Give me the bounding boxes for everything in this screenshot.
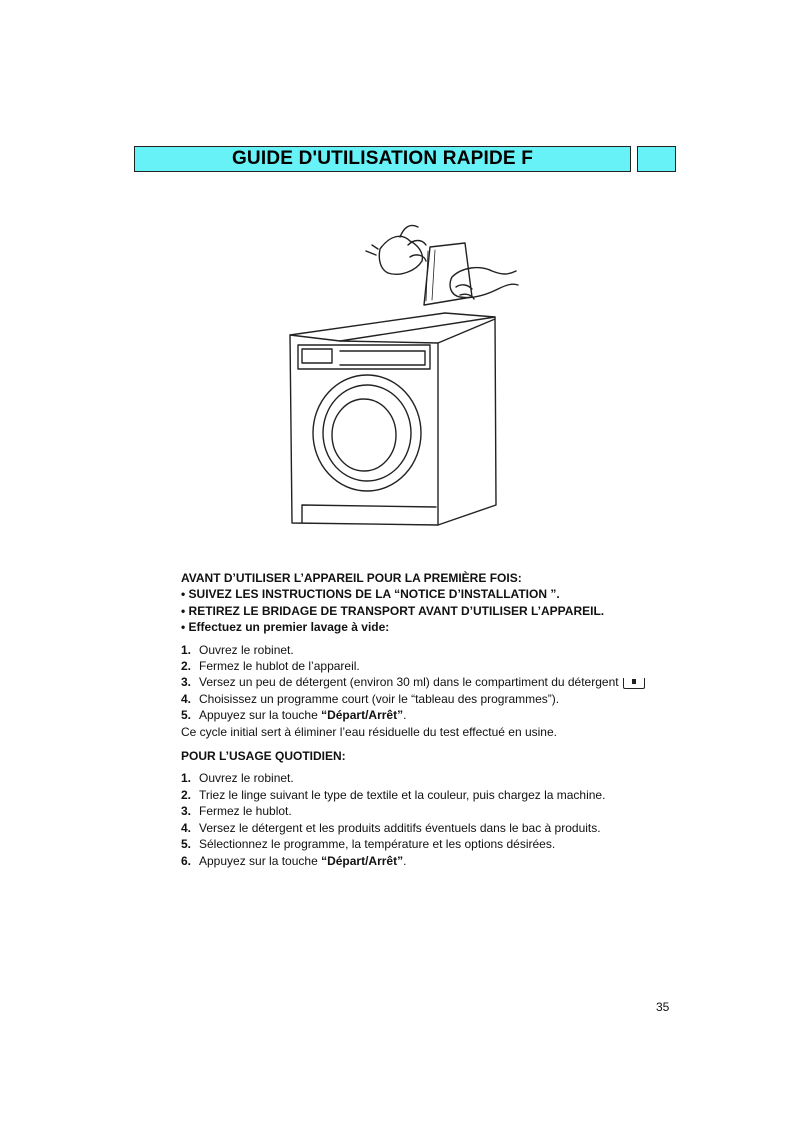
step-item [181, 820, 661, 836]
step-text: Appuyez sur la touche [199, 853, 322, 868]
instruction-bullet: • SUIVEZ LES INSTRUCTIONS DE LA “NOTICE D’INSTALLATION ”. [181, 587, 560, 602]
step-number: 3. [181, 675, 192, 690]
title-tab-box [637, 146, 676, 172]
step-number: 2. [181, 787, 192, 802]
step-item [181, 642, 661, 658]
step-item [181, 707, 661, 723]
step-text: Versez un peu de détergent (environ 30 ml) dans le compartiment du détergent [199, 675, 619, 690]
washing-machine-illustration [240, 205, 550, 560]
step-item [181, 787, 661, 803]
page-number: 35 [656, 1000, 670, 1014]
step-text: Fermez le hublot. [199, 804, 292, 819]
instruction-bullet: • RETIREZ LE BRIDAGE DE TRANSPORT AVANT D’UTILISER L’APPAREIL. [181, 603, 605, 618]
step-item [181, 803, 661, 819]
hands-with-leaflet-icon [366, 225, 518, 305]
step-text: Ouvrez le robinet. [199, 642, 294, 657]
step-item [181, 770, 661, 786]
step-number: 1. [181, 771, 192, 786]
step-item [181, 658, 661, 674]
step-item [181, 853, 661, 869]
step-number: 5. [181, 708, 192, 723]
step-suffix: . [403, 853, 407, 868]
instructions-content [181, 570, 661, 869]
step-item [181, 836, 661, 852]
step-item [181, 674, 661, 690]
step-number: 4. [181, 820, 192, 835]
step-number: 1. [181, 642, 192, 657]
step-number: 2. [181, 659, 192, 674]
instruction-bullet: • Effectuez un premier lavage à vide: [181, 620, 390, 635]
start-stop-key-label: “Départ/Arrêt” [321, 853, 404, 868]
washing-machine-body-icon [290, 313, 496, 525]
section-heading-first-use: AVANT D’UTILISER L’APPAREIL POUR LA PREMIÈRE FOIS: [181, 571, 522, 585]
start-stop-key-label: “Départ/Arrêt” [321, 708, 404, 723]
step-number: 5. [181, 837, 192, 852]
step-text: Fermez le hublot de l’appareil. [199, 659, 360, 674]
step-text: Triez le linge suivant le type de textile et la couleur, puis chargez la machine. [199, 787, 606, 802]
section-heading-daily-use: POUR L’USAGE QUOTIDIEN: [181, 749, 346, 764]
step-text: Sélectionnez le programme, la température et les options désirées. [199, 837, 556, 852]
step-item [181, 691, 661, 707]
step-suffix: . [403, 708, 407, 723]
page-title-bar [134, 146, 631, 172]
page-title: GUIDE D'UTILISATION RAPIDE F [231, 148, 534, 169]
first-cycle-note: Ce cycle initial sert à éliminer l’eau résiduelle du test effectué en usine. [181, 724, 557, 739]
step-number: 4. [181, 691, 192, 706]
step-number: 6. [181, 853, 192, 868]
step-text: Appuyez sur la touche [199, 708, 322, 723]
step-text: Ouvrez le robinet. [199, 771, 294, 786]
step-text: Versez le détergent et les produits additifs éventuels dans le bac à produits. [199, 820, 601, 835]
step-number: 3. [181, 804, 192, 819]
step-text: Choisissez un programme court (voir le “tableau des programmes”). [199, 691, 560, 706]
detergent-compartment-icon [623, 678, 645, 689]
